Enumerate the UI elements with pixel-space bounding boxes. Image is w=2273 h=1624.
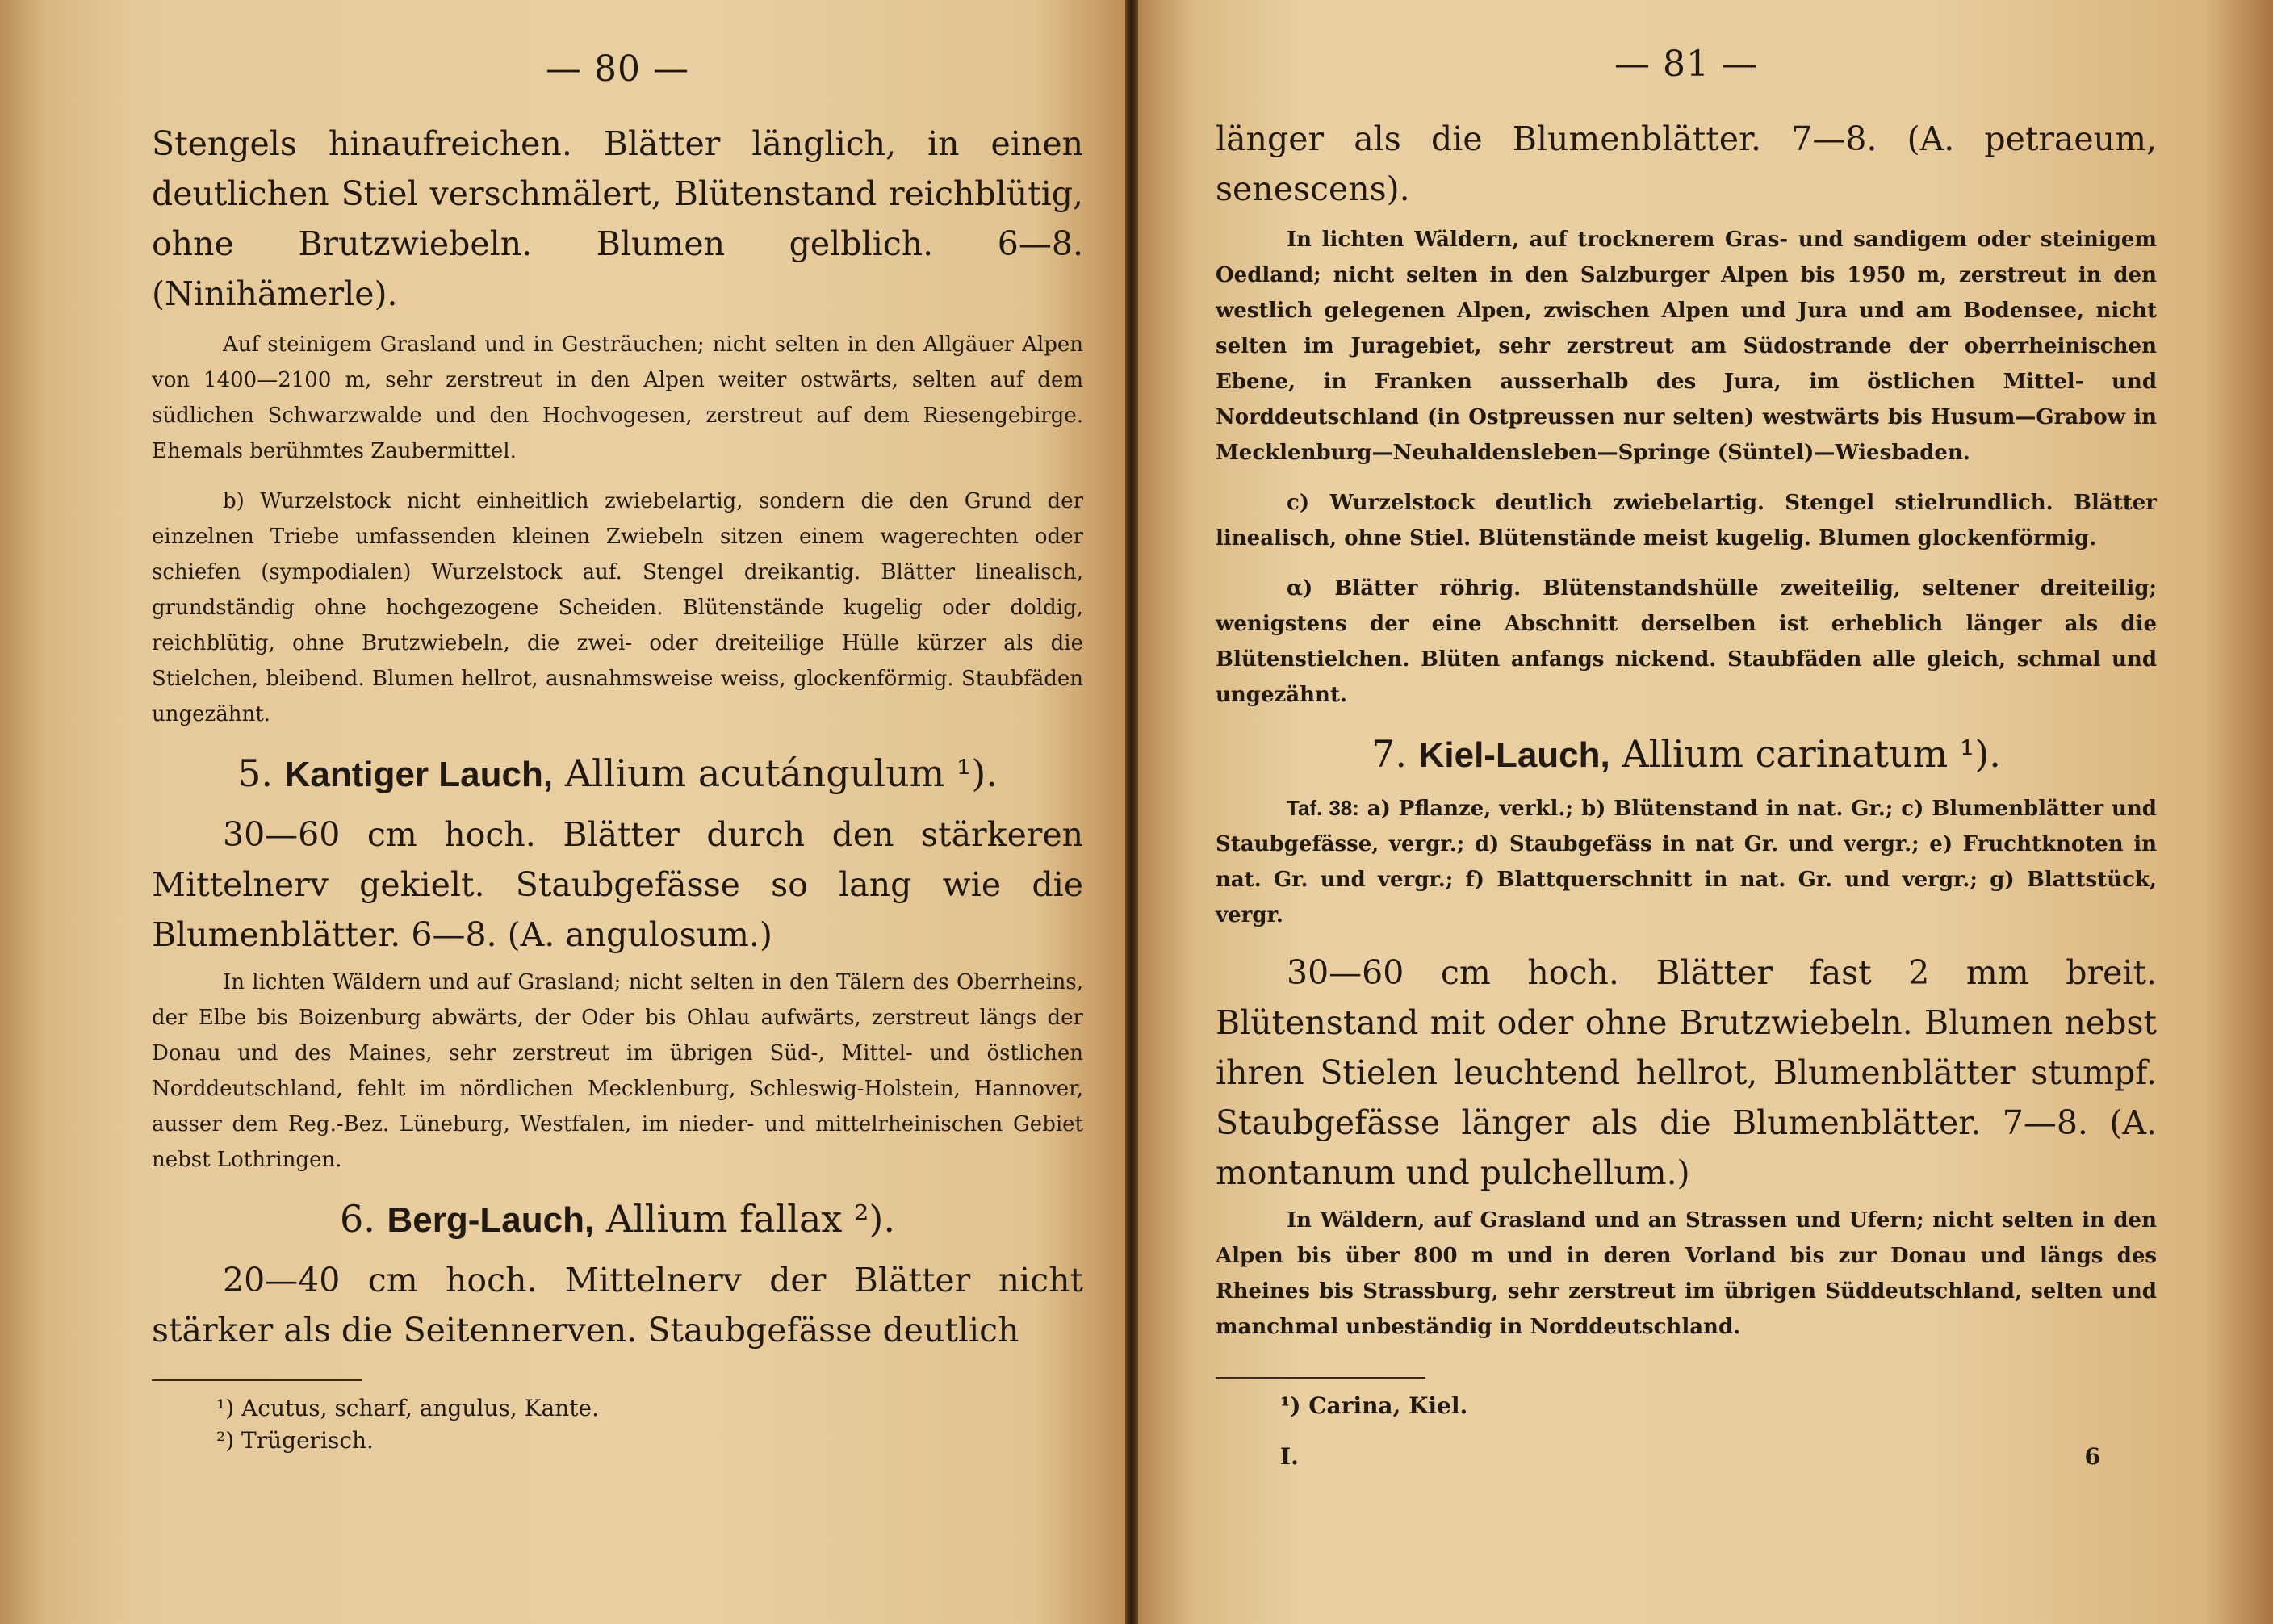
species-7-heading: [1216, 727, 2157, 782]
footnote: ¹) Acutus, scharf, angulus, Kante.: [216, 1395, 599, 1421]
continued-paragraph: Stengels hinaufreichen. Blätter länglich, in einen deutlichen Stiel verschmälert, Blütenstand reichblütig, ohne Brutzwiebeln. Blumen gelblich. 6—8. (Ninihämerle).: [152, 124, 1083, 313]
key-alpha-text: α) Blätter röhrig. Blütenstandshülle zweiteilig, seltener dreiteilig; wenigstens der eine Abschnitt derselben ist erheblich länger als die Blütenstielchen. Blüten anfangs nickend. Staubfäden alle gleich, schmal und ungezähnt.: [1216, 576, 2157, 707]
book-gutter: [1125, 0, 1138, 1624]
continued-paragraph: länger als die Blumenblätter. 7—8. (A. petraeum, senescens).: [1216, 119, 2157, 208]
species-number: 5.: [237, 751, 273, 795]
species-latin-name: Allium carinatum ¹).: [1622, 732, 2001, 776]
species-vernacular-name: Kiel-Lauch,: [1418, 735, 1610, 775]
sheet-number: 6: [2084, 1443, 2100, 1470]
page-number: — 80 —: [546, 48, 689, 90]
species-7-description: 30—60 cm hoch. Blätter fast 2 mm breit. Blütenstand mit oder ohne Brutzwiebeln. Blumen nebst ihren Stielen leuchtend hellrot, Blumenblätter stumpf. Staubgefässe länger als die Blumenblätter. 7—8. (A. montanum und pulchellum.): [1216, 953, 2157, 1192]
signature-row: [1280, 1443, 2157, 1470]
plate-reference: [1216, 790, 2157, 933]
species-vernacular-name: Kantiger Lauch,: [284, 755, 554, 794]
species-vernacular-name: Berg-Lauch,: [387, 1200, 595, 1240]
species-6-heading: [152, 1192, 1083, 1247]
footnote-divider: [1216, 1377, 1425, 1379]
key-b-text: b) Wurzelstock nicht einheitlich zwiebelartig, sondern die den Grund der einzelnen Triebe umfassenden kleinen Zwiebeln sitzen einem wagerechten oder schiefen (sympodialen) Wurzelstock auf. Stengel dreikantig. Blätter linealisch, grundständig ohne hochgezogene Scheiden. Blütenstände kugelig oder doldig, reichblütig, ohne Brutzwiebeln, die zwei- oder dreiteilige Hülle kürzer als die Stielchen, bleibend. Blumen hellrot, ausnahmsweise weiss, glockenförmig. Staubfäden ungezähnt.: [152, 489, 1083, 726]
right-page: [1138, 0, 2273, 1624]
left-page: [0, 0, 1125, 1624]
species-latin-name: Allium acutángulum ¹).: [564, 751, 998, 795]
footnote: ²) Trügerisch.: [216, 1427, 374, 1454]
species-6-description: 20—40 cm hoch. Mittelnerv der Blätter nicht stärker als die Seitennerven. Staubgefässe deutlich: [152, 1261, 1083, 1350]
species-number: 6.: [340, 1197, 375, 1241]
species-number: 7.: [1371, 732, 1407, 776]
species-5-habitat: In lichten Wäldern und auf Grasland; nicht selten in den Tälern des Oberrheins, der Elbe bis Boizenburg abwärts, der Oder bis Ohlau aufwärts, zerstreut längs der Donau und des Maines, sehr zerstreut im übrigen Süd-, Mittel- und östlichen Norddeutschland, fehlt im nördlichen Mecklenburg, Schleswig-Holstein, Hannover, ausser dem Reg.-Bez. Lüneburg, Westfalen, im nieder- und mittelrheinischen Gebiet nebst Lothringen.: [152, 970, 1083, 1172]
plate-text: a) Pflanze, verkl.; b) Blütenstand in nat. Gr.; c) Blumenblätter und Staubgefässe, vergr.; d) Staubgefäss in nat Gr. und vergr.; e) Fruchtknoten in nat. Gr. und vergr.; f) Blattquerschnitt in nat. Gr. und vergr.; g) Blattstück, vergr.: [1216, 797, 2157, 927]
species-5-description: 30—60 cm hoch. Blätter durch den stärkeren Mittelnerv gekielt. Staubgefässe so lang wie die Blumenblätter. 6—8. (A. angulosum.): [152, 815, 1083, 954]
habitat-text: In lichten Wäldern, auf trocknerem Gras- und sandigem oder steinigem Oedland; nicht selten in den Salzburger Alpen bis 1950 m, zerstreut in den westlich gelegenen Alpen, zwischen Alpen und Jura und am Bodensee, nicht selten im Juragebiet, sehr zerstreut am Südostrande der oberrheinischen Ebene, in Franken ausserhalb des Jura, im östlichen Mittel- und Norddeutschland (in Ostpreussen nur selten) westwärts bis Husum—Grabow in Mecklenburg—Neuhaldensleben—Springe (Süntel)—Wiesbaden.: [1216, 228, 2157, 465]
species-5-heading: [152, 747, 1083, 802]
footnote: ¹) Carina, Kiel.: [1280, 1392, 1468, 1419]
page-number: — 81 —: [1614, 44, 1758, 85]
footnote-divider: [152, 1379, 362, 1381]
key-c-text: c) Wurzelstock deutlich zwiebelartig. Stengel stielrundlich. Blätter linealisch, ohne Stiel. Blütenstände meist kugelig. Blumen glockenförmig.: [1216, 491, 2157, 550]
signature-mark: I.: [1280, 1443, 1299, 1470]
species-latin-name: Allium fallax ²).: [605, 1197, 895, 1241]
plate-label: Taf. 38:: [1287, 796, 1359, 820]
species-7-habitat: In Wäldern, auf Grasland und an Strassen und Ufern; nicht selten in den Alpen bis über 800 m und in deren Vorland bis zur Donau und längs des Rheines bis Strassburg, sehr zerstreut im übrigen Süddeutschland, selten und manchmal unbeständig in Norddeutschland.: [1216, 1208, 2157, 1339]
habitat-text: Auf steinigem Grasland und in Gesträuchen; nicht selten in den Allgäuer Alpen von 1400—2100 m, sehr zerstreut in den Alpen weiter ostwärts, selten auf dem südlichen Schwarzwalde und den Hochvogesen, zerstreut auf dem Riesengebirge. Ehemals berühmtes Zaubermittel.: [152, 333, 1083, 463]
